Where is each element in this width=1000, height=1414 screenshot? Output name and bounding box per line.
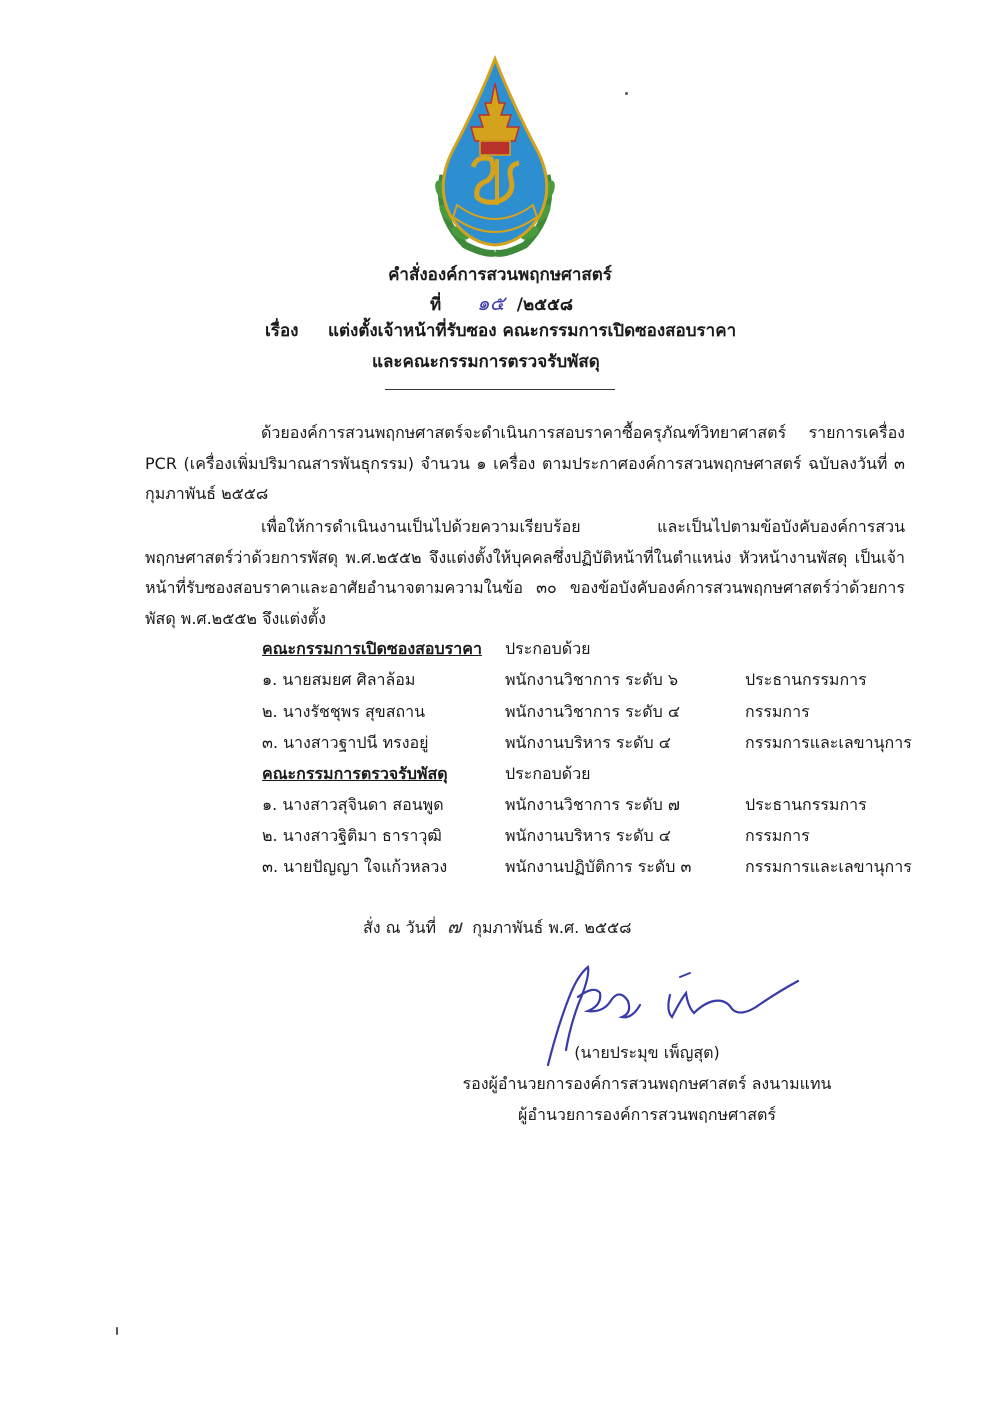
order-title: คำสั่งองค์การสวนพฤกษศาสตร์ xyxy=(388,265,612,285)
order-number-handwritten: ๑๕ xyxy=(476,291,505,315)
member-position: พนักงานวิชาการ ระดับ ๔ xyxy=(505,702,681,721)
member-role: กรรมการและเลขานุการ xyxy=(745,857,912,876)
paragraph-2: เพื่อให้การดำเนินงานเป็นไปด้วยความเรียบร้อย และเป็นไปตามข้อบังคับองค์การสวนพฤกษศาสตร์ว่าด้วยการพัสดุ พ.ศ.๒๕๕๒ จึงแต่งตั้งให้บุคคลซึ่งปฏิบัติหน้าที่ในตำแหน่ง หัวหน้างานพัสดุ เป็นเจ้าหน้าที่รับซองสอบราคาและอาศัยอำนาจตามความในข้อ ๓๐ ของข้อบังคับองค์การสวนพฤกษศาสตร์ว่าด้วยการพัสดุ พ.ศ.๒๕๕๒ จึงแต่งตั้ง xyxy=(145,517,905,628)
signer-title-line2: ผู้อำนวยการองค์การสวนพฤกษศาสตร์ xyxy=(518,1105,776,1124)
organization-emblem-icon xyxy=(425,55,565,260)
order-date xyxy=(363,912,631,942)
member-role: กรรมการ xyxy=(745,826,810,845)
committee-member-row xyxy=(0,697,1000,727)
subject-text-line2: และคณะกรรมการตรวจรับพัสดุ xyxy=(372,352,600,372)
committee-member-row xyxy=(0,852,1000,882)
member-role: กรรมการและเลขานุการ xyxy=(745,733,912,752)
member-name: ๒. นางสาวฐิติมา ธาราวุฒิ xyxy=(262,826,442,845)
member-role: ประธานกรรมการ xyxy=(745,795,867,814)
member-name: ๒. นางรัชชุพร สุขสถาน xyxy=(262,702,426,721)
order-number-label: ที่ xyxy=(430,295,442,315)
subject-label: เรื่อง xyxy=(265,321,299,341)
committee-heading xyxy=(0,634,1000,664)
committee-member-row xyxy=(0,728,1000,758)
member-name: ๓. นายปัญญา ใจแก้วหลวง xyxy=(262,857,448,876)
member-position: พนักงานวิชาการ ระดับ ๖ xyxy=(505,670,679,689)
member-position: พนักงานบริหาร ระดับ ๔ xyxy=(505,826,671,845)
subject-text-line1: แต่งตั้งเจ้าหน้าที่รับซอง คณะกรรมการเปิดซองสอบราคา xyxy=(328,321,737,341)
member-name: ๑. นางสาวสุจินดา สอนพูด xyxy=(262,795,444,814)
committee-member-row xyxy=(0,790,1000,820)
member-role: กรรมการ xyxy=(745,702,810,721)
scan-speck xyxy=(625,92,628,95)
signer-name: (นายประมุข เพ็ญสุต) xyxy=(574,1043,720,1062)
committee-composed-of: ประกอบด้วย xyxy=(505,764,591,783)
scan-speck xyxy=(116,1327,118,1335)
order-date-prefix: สั่ง ณ วันที่ xyxy=(363,918,437,937)
committee-name: คณะกรรมการเปิดซองสอบราคา xyxy=(262,639,482,658)
order-number xyxy=(430,287,573,319)
paragraph-1: ด้วยองค์การสวนพฤกษศาสตร์จะดำเนินการสอบราคาซื้อครุภัณฑ์วิทยาศาสตร์ รายการเครื่อง PCR (เครื่องเพิ่มปริมาณสารพันธุกรรม) จำนวน ๑ เครื่อง ตามประกาศองค์การสวนพฤกษศาสตร์ ฉบับลงวันที่ ๓ กุมภาพันธ์ ๒๕๕๘ xyxy=(145,423,905,503)
header-divider xyxy=(385,389,615,390)
member-name: ๓. นางสาวฐาปนี ทรงอยู่ xyxy=(262,733,429,752)
member-position: พนักงานวิชาการ ระดับ ๗ xyxy=(505,795,680,814)
order-number-suffix: /๒๕๕๘ xyxy=(516,295,573,315)
member-name: ๑. นายสมยศ ศิลาล้อม xyxy=(262,670,416,689)
committee-composed-of: ประกอบด้วย xyxy=(505,639,591,658)
signer-title-line1: รองผู้อำนวยการองค์การสวนพฤกษศาสตร์ ลงนามแทน xyxy=(462,1074,832,1093)
committee-member-row xyxy=(0,665,1000,695)
subject xyxy=(265,317,736,344)
committee-name: คณะกรรมการตรวจรับพัสดุ xyxy=(262,764,448,783)
member-role: ประธานกรรมการ xyxy=(745,670,867,689)
committee-member-row xyxy=(0,821,1000,851)
member-position: พนักงานบริหาร ระดับ ๔ xyxy=(505,733,671,752)
order-date-day-handwritten: ๗ xyxy=(447,916,462,938)
order-date-rest: กุมภาพันธ์ พ.ศ. ๒๕๕๘ xyxy=(472,918,632,937)
member-position: พนักงานปฏิบัติการ ระดับ ๓ xyxy=(505,857,692,876)
committee-heading xyxy=(0,759,1000,789)
